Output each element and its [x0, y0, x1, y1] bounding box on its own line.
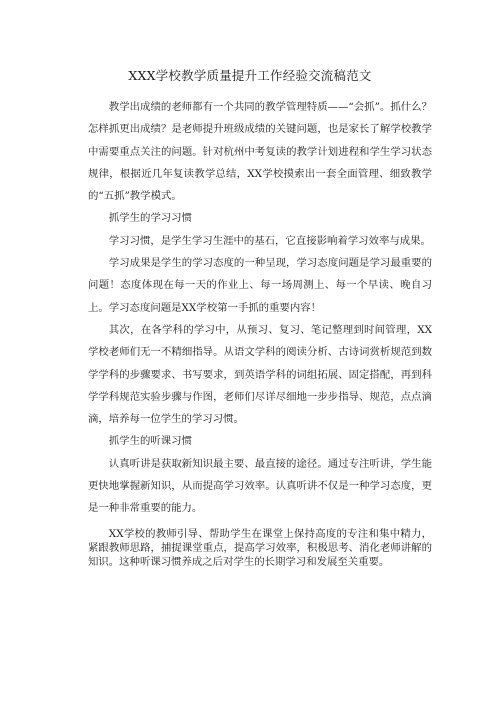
document-title: XXX学校教学质量提升工作经验交流稿范文 [128, 68, 372, 83]
paragraph-intro: 教学出成绩的老师都有一个共同的教学管理特质——“会抓”。抓什么？怎样抓更出成绩？是老师提升班级成绩的关键问题，也是家长了解学校教学中需要重点关注的问题。针对杭州中考复读的教学计划进程和学生学习状态规律，根据近几年复读教学总结，XX学校摸索出一套全面管理、细致教学的“五抓”教学模式。 [88, 101, 432, 203]
paragraph-attentive-listening: 认真听讲是获取新知识最主要、最直接的途径。通过专注听讲，学生能更快地掌握新知识，从而提高学习效率。认真听讲不仅是一种学习态度，更是一种非常重要的能力。 [88, 457, 432, 515]
paragraph-classroom-focus: XX学校的教师引导、帮助学生在课堂上保持高度的专注和集中精力，紧跟教师思路，捕捉课堂重点，提高学习效率，积极思考、消化老师讲解的知识。这种听课习惯养成之后对学生的长期学习和发展至关重要。 [88, 527, 432, 569]
paragraph-study-attitude: 学习成果是学生的学习态度的一种呈现，学习态度问题是学习最重要的问题！态度体现在每一天的作业上、每一场周测上、每一个早读、晚自习上。学习态度问题是XX学校第一手抓的重要内容！ [88, 257, 432, 314]
paragraph-habits-foundation: 学习习惯，是学生学习生涯中的基石，它直接影响着学习效率与成果。 [108, 234, 431, 247]
section-heading-listening-habits: 抓学生的听课习惯 [108, 435, 192, 448]
document-body [88, 96, 432, 570]
paragraph-subject-guidance: 其次，在各学科的学习中，从预习、复习、笔记整理到时间管理，XX学校老师们无一不精细指导。从语文学科的阅读分析、古诗词赏析规范到数学学科的步骤要求、书写要求，到英语学科的词组拓展、固定搭配，再到科学学科规范实验步骤与作图，老师们尽详尽细地一步步指导、规范，点点滴滴，培养每一位学生的学习习惯。 [88, 323, 432, 426]
section-heading-study-habits: 抓学生的学习习惯 [108, 212, 192, 225]
